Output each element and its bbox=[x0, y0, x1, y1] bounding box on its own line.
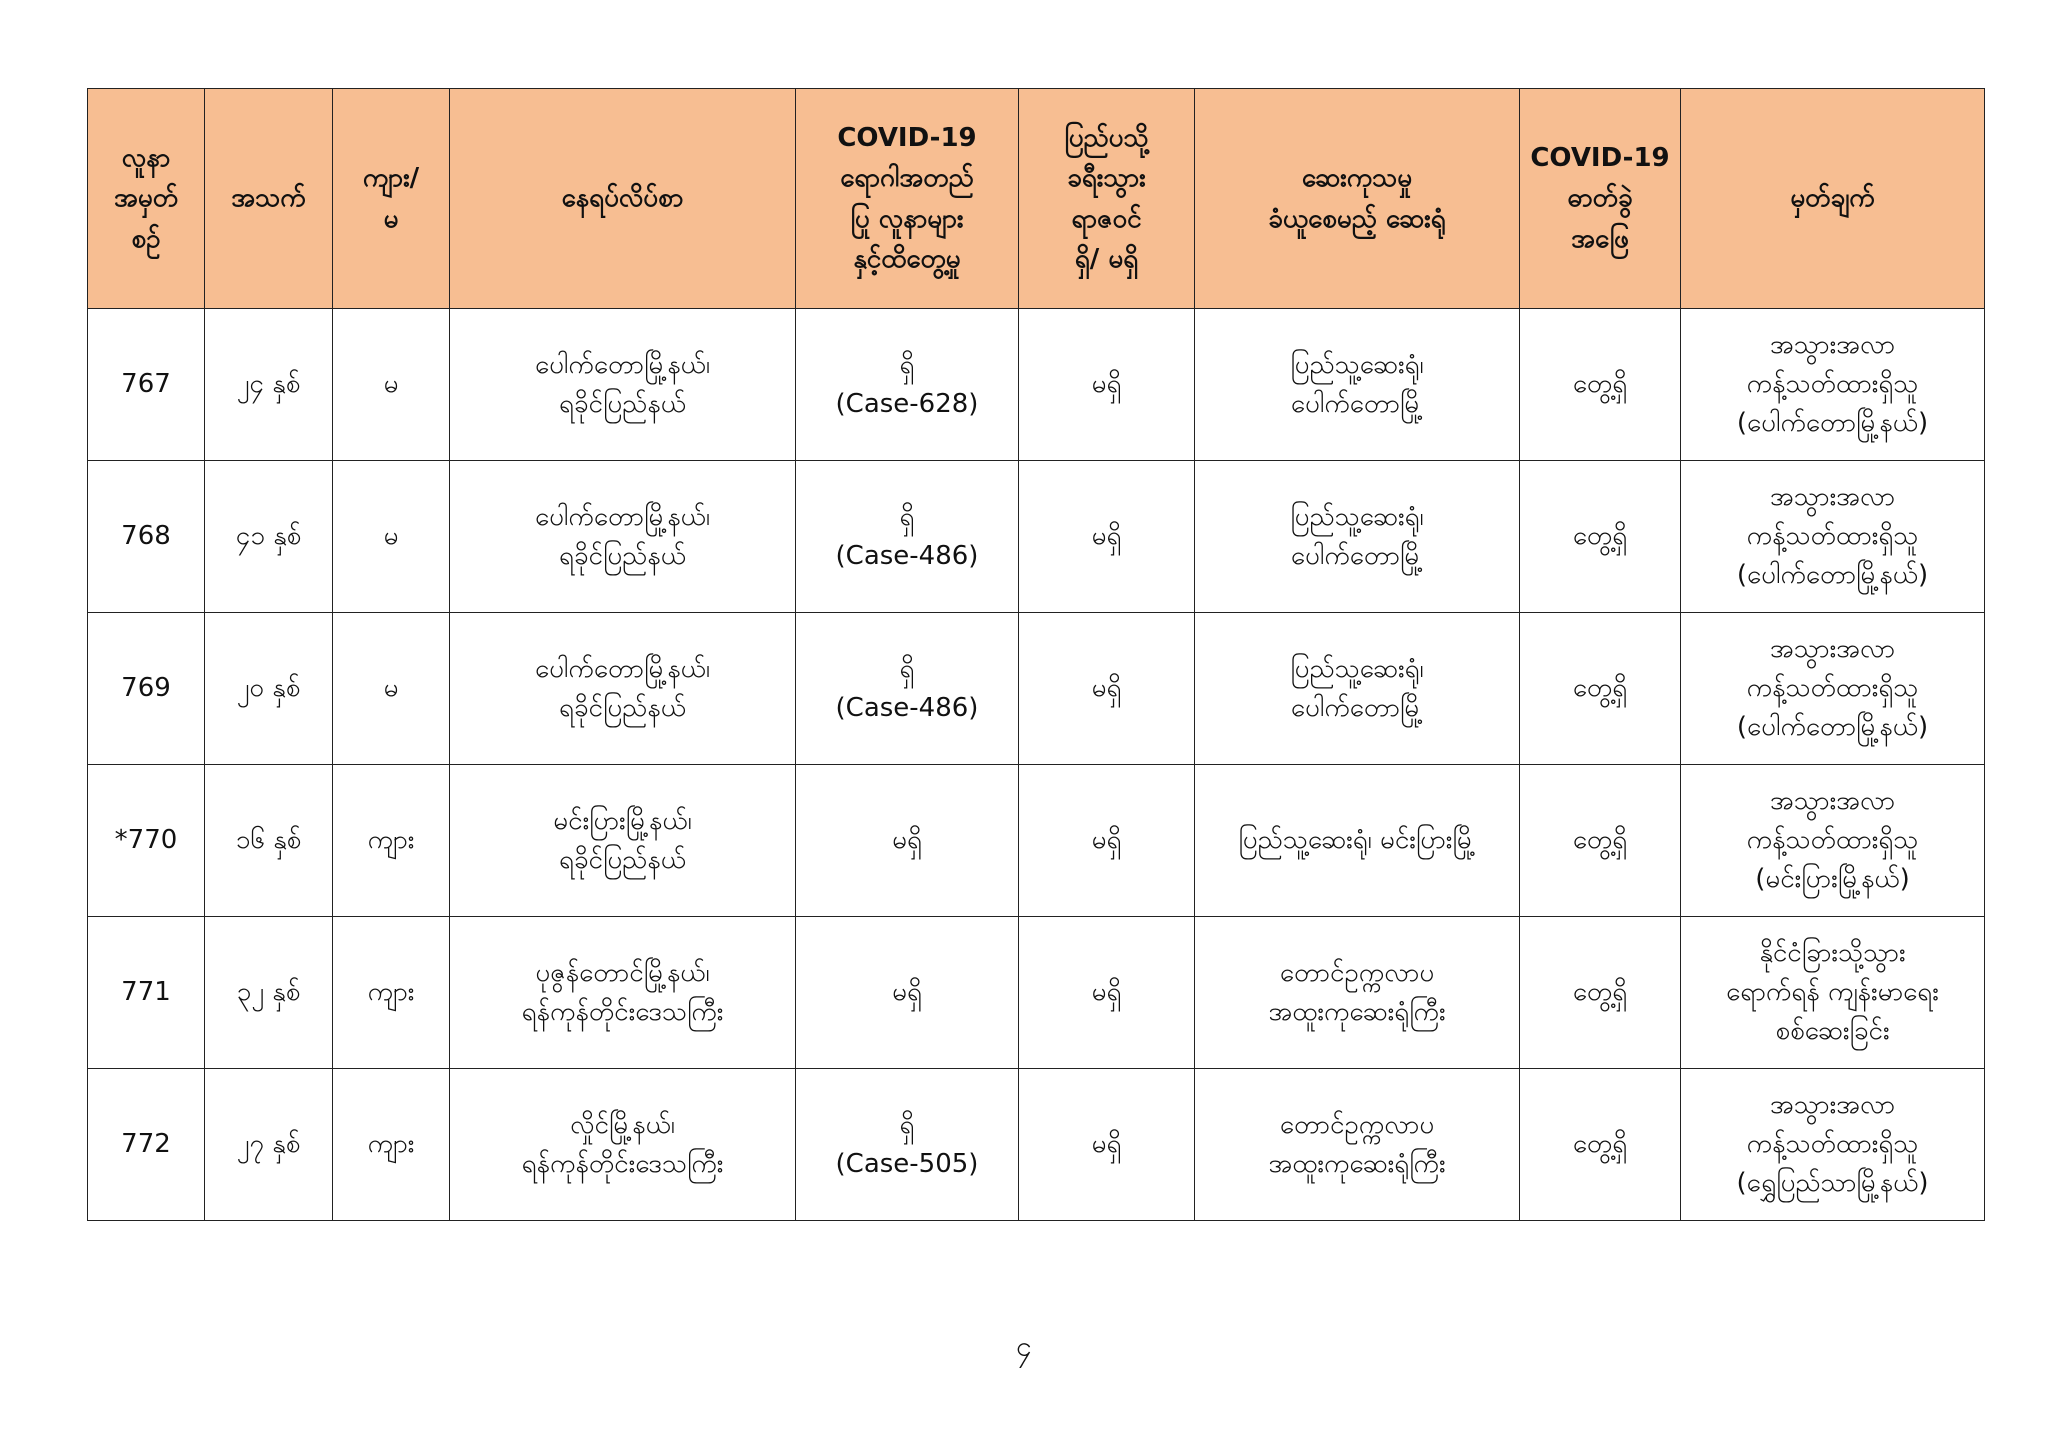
cell-contact bbox=[796, 917, 1019, 1069]
header-text-line: နေရပ်လိပ်စာ bbox=[561, 183, 684, 214]
cell-text-line: ရှိ bbox=[899, 1109, 915, 1140]
cell-text-line: ကန့်သတ်ထားရှိသူ bbox=[1746, 825, 1919, 855]
header-text-line: ခရီးသွား bbox=[1067, 163, 1146, 194]
cell-text-line: ရှိ bbox=[899, 653, 915, 684]
cell-text-line: အထူးကုဆေးရုံကြီး bbox=[1268, 996, 1446, 1027]
table-row bbox=[88, 765, 1985, 917]
cell-text-line: ပေါက်တောမြို့နယ်၊ bbox=[534, 501, 711, 532]
cell-text-line: တောင်ဥက္ကလာပ bbox=[1279, 957, 1435, 988]
cell-age: ၂၇ နှစ် bbox=[205, 1069, 333, 1221]
cell-text-line: (မင်းပြားမြို့နယ်) bbox=[1755, 864, 1910, 894]
cell-text-line: ရန်ကုန်တိုင်းဒေသကြီး bbox=[521, 996, 724, 1027]
cell-text-line: ရခိုင်ပြည်နယ် bbox=[558, 388, 686, 419]
cell-contact bbox=[796, 461, 1019, 613]
cell-hospital bbox=[1195, 613, 1520, 765]
cell-text-line: အသွားအလာ bbox=[1769, 330, 1896, 360]
header-text-line: အသက် bbox=[231, 183, 306, 214]
cell-text-line: မရှိ bbox=[892, 977, 922, 1007]
header-text-line: ပြည်ပသို့ bbox=[1064, 122, 1149, 153]
cell-travel: မရှိ bbox=[1019, 613, 1195, 765]
cell-text-line: ကန့်သတ်ထားရှိသူ bbox=[1746, 369, 1919, 399]
cell-text-line: ပေါက်တောမြို့ bbox=[1290, 540, 1424, 571]
header-text-line: COVID-19 bbox=[1530, 143, 1670, 174]
cell-result: တွေ့ရှိ bbox=[1520, 1069, 1681, 1221]
cell-text-line: ပြည်သူ့ဆေးရုံ၊ bbox=[1290, 653, 1424, 684]
header-text-line: ရောဂါအတည် bbox=[840, 163, 974, 194]
cell-sex: ကျား bbox=[333, 765, 450, 917]
cell-address bbox=[450, 765, 796, 917]
cell-remark bbox=[1681, 1069, 1985, 1221]
cell-text-line: အသွားအလာ bbox=[1769, 786, 1896, 816]
cell-address bbox=[450, 1069, 796, 1221]
case-table bbox=[87, 88, 1985, 1221]
cell-address bbox=[450, 917, 796, 1069]
cell-sex: မ bbox=[333, 461, 450, 613]
cell-remark bbox=[1681, 765, 1985, 917]
cell-text-line: နိုင်ငံခြားသို့သွား bbox=[1759, 938, 1906, 968]
cell-text-line: လှိုင်မြို့နယ်၊ bbox=[570, 1109, 675, 1140]
cell-text-line: ကန့်သတ်ထားရှိသူ bbox=[1746, 521, 1919, 551]
cell-case_no: *770 bbox=[88, 765, 205, 917]
cell-travel: မရှိ bbox=[1019, 309, 1195, 461]
cell-contact bbox=[796, 765, 1019, 917]
cell-travel: မရှိ bbox=[1019, 1069, 1195, 1221]
header-text-line: နှင့်ထိတွေ့မှု bbox=[853, 243, 961, 274]
cell-case_no: 768 bbox=[88, 461, 205, 613]
column-header-result bbox=[1520, 89, 1681, 309]
cell-contact bbox=[796, 613, 1019, 765]
cell-remark bbox=[1681, 917, 1985, 1069]
cell-remark bbox=[1681, 309, 1985, 461]
cell-travel: မရှိ bbox=[1019, 765, 1195, 917]
cell-text-line: ရခိုင်ပြည်နယ် bbox=[558, 844, 686, 875]
cell-text-line: ရခိုင်ပြည်နယ် bbox=[558, 540, 686, 571]
cell-text-line: ပေါက်တောမြို့ bbox=[1290, 692, 1424, 723]
table-header-row bbox=[88, 89, 1985, 309]
cell-age: ၁၆ နှစ် bbox=[205, 765, 333, 917]
cell-text-line: အသွားအလာ bbox=[1769, 634, 1896, 664]
cell-case_no: 771 bbox=[88, 917, 205, 1069]
cell-text-line: ရှိ bbox=[899, 501, 915, 532]
cell-text-line: (Case-628) bbox=[835, 388, 979, 419]
cell-text-line: (Case-505) bbox=[835, 1148, 979, 1179]
cell-address bbox=[450, 613, 796, 765]
cell-text-line: (ရွှေပြည်သာမြို့နယ်) bbox=[1736, 1168, 1929, 1198]
cell-text-line: ပေါက်တောမြို့ bbox=[1290, 388, 1424, 419]
header-text-line: စဉ် bbox=[131, 223, 161, 254]
cell-contact bbox=[796, 1069, 1019, 1221]
cell-text-line: ပေါက်တောမြို့နယ်၊ bbox=[534, 349, 711, 380]
header-text-line: ရာဇဝင် bbox=[1071, 203, 1142, 234]
cell-case_no: 769 bbox=[88, 613, 205, 765]
cell-age: ၂၄ နှစ် bbox=[205, 309, 333, 461]
cell-text-line: အသွားအလာ bbox=[1769, 1090, 1896, 1120]
cell-text-line: ရခိုင်ပြည်နယ် bbox=[558, 692, 686, 723]
header-text-line: ပြု လူနာများ bbox=[850, 203, 964, 234]
header-text-line: ရှိ/ မရှိ bbox=[1074, 243, 1139, 274]
cell-text-line: ရှိ bbox=[899, 349, 915, 380]
cell-text-line: (ပေါက်တောမြို့နယ်) bbox=[1736, 408, 1929, 438]
cell-age: ၂၀ နှစ် bbox=[205, 613, 333, 765]
cell-text-line: ပြည်သူ့ဆေးရုံ၊ မင်းပြားမြို့ bbox=[1238, 825, 1476, 855]
header-text-line: မှတ်ချက် bbox=[1790, 183, 1875, 214]
cell-text-line: မင်းပြားမြို့နယ်၊ bbox=[553, 805, 692, 836]
column-header-contact bbox=[796, 89, 1019, 309]
cell-sex: ကျား bbox=[333, 1069, 450, 1221]
column-header-hospital bbox=[1195, 89, 1520, 309]
cell-hospital bbox=[1195, 461, 1520, 613]
cell-address bbox=[450, 461, 796, 613]
header-text-line: ဓာတ်ခွဲ bbox=[1567, 183, 1633, 214]
page-number: ၄ bbox=[1016, 1330, 1032, 1363]
cell-result: တွေ့ရှိ bbox=[1520, 917, 1681, 1069]
cell-text-line: (Case-486) bbox=[835, 540, 979, 571]
header-text-line: ကျား/ bbox=[362, 163, 420, 194]
header-text-line: အမှတ် bbox=[113, 183, 179, 214]
cell-travel: မရှိ bbox=[1019, 917, 1195, 1069]
cell-hospital bbox=[1195, 309, 1520, 461]
table-row bbox=[88, 461, 1985, 613]
cell-text-line: (ပေါက်တောမြို့နယ်) bbox=[1736, 560, 1929, 590]
column-header-case_no bbox=[88, 89, 205, 309]
cell-case_no: 767 bbox=[88, 309, 205, 461]
cell-hospital bbox=[1195, 917, 1520, 1069]
cell-text-line: မရှိ bbox=[892, 825, 922, 855]
cell-text-line: တောင်ဥက္ကလာပ bbox=[1279, 1109, 1435, 1140]
cell-text-line: ရန်ကုန်တိုင်းဒေသကြီး bbox=[521, 1148, 724, 1179]
column-header-remark bbox=[1681, 89, 1985, 309]
column-header-address bbox=[450, 89, 796, 309]
header-text-line: မ bbox=[383, 203, 399, 234]
cell-text-line: အသွားအလာ bbox=[1769, 482, 1896, 512]
cell-result: တွေ့ရှိ bbox=[1520, 765, 1681, 917]
table-row bbox=[88, 1069, 1985, 1221]
cell-text-line: (ပေါက်တောမြို့နယ်) bbox=[1736, 712, 1929, 742]
cell-text-line: ပြည်သူ့ဆေးရုံ၊ bbox=[1290, 501, 1424, 532]
cell-age: ၃၂ နှစ် bbox=[205, 917, 333, 1069]
cell-text-line: ပြည်သူ့ဆေးရုံ၊ bbox=[1290, 349, 1424, 380]
header-text-line: COVID-19 bbox=[837, 122, 977, 153]
header-text-line: လူနာ bbox=[121, 143, 171, 174]
cell-text-line: ကန့်သတ်ထားရှိသူ bbox=[1746, 673, 1919, 703]
cell-hospital bbox=[1195, 1069, 1520, 1221]
cell-hospital bbox=[1195, 765, 1520, 917]
cell-text-line: စစ်ဆေးခြင်း bbox=[1775, 1016, 1890, 1046]
column-header-age bbox=[205, 89, 333, 309]
cell-text-line: အထူးကုဆေးရုံကြီး bbox=[1268, 1148, 1446, 1179]
column-header-sex bbox=[333, 89, 450, 309]
cell-contact bbox=[796, 309, 1019, 461]
cell-text-line: ကန့်သတ်ထားရှိသူ bbox=[1746, 1129, 1919, 1159]
cell-case_no: 772 bbox=[88, 1069, 205, 1221]
cell-text-line: ပေါက်တောမြို့နယ်၊ bbox=[534, 653, 711, 684]
cell-text-line: (Case-486) bbox=[835, 692, 979, 723]
column-header-travel bbox=[1019, 89, 1195, 309]
cell-travel: မရှိ bbox=[1019, 461, 1195, 613]
cell-text-line: ပုဇွန်တောင်မြို့နယ်၊ bbox=[535, 957, 710, 988]
cell-age: ၄၁ နှစ် bbox=[205, 461, 333, 613]
table-body bbox=[88, 309, 1985, 1221]
cell-address bbox=[450, 309, 796, 461]
table-row bbox=[88, 309, 1985, 461]
cell-result: တွေ့ရှိ bbox=[1520, 461, 1681, 613]
cell-sex: ကျား bbox=[333, 917, 450, 1069]
cell-remark bbox=[1681, 461, 1985, 613]
table-row bbox=[88, 917, 1985, 1069]
cell-remark bbox=[1681, 613, 1985, 765]
cell-sex: မ bbox=[333, 613, 450, 765]
cell-result: တွေ့ရှိ bbox=[1520, 309, 1681, 461]
cell-sex: မ bbox=[333, 309, 450, 461]
table-row bbox=[88, 613, 1985, 765]
header-text-line: အဖြေ bbox=[1571, 223, 1629, 254]
header-text-line: ဆေးကုသမှု bbox=[1301, 163, 1413, 194]
cell-text-line: ရောက်ရန် ကျန်းမာရေး bbox=[1726, 977, 1939, 1007]
cell-result: တွေ့ရှိ bbox=[1520, 613, 1681, 765]
header-text-line: ခံယူစေမည့် ဆေးရုံ bbox=[1268, 203, 1446, 234]
